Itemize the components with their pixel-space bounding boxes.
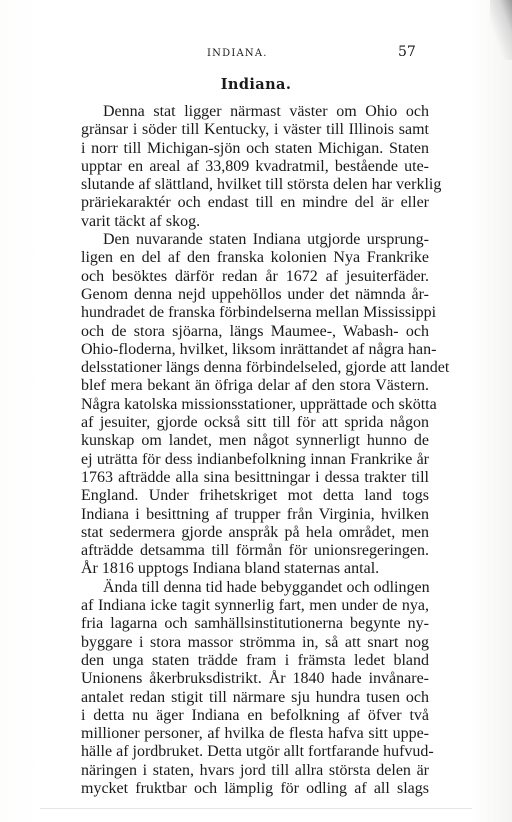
text-line: hälle af jordbruket. Detta utgör allt fortfarande hufvud- (81, 743, 434, 761)
text-line: Indiana i besittning af trupper från Virginia, hvilken (81, 505, 429, 523)
text-line: År 1816 upptogs Indiana bland staternas antal. (81, 560, 380, 578)
text-line: näringen i staten, hvars jord till allra största delen är (81, 761, 429, 779)
body-text (81, 103, 450, 798)
page-corner-shadow (490, 0, 512, 60)
text-line: af jesuiter, gjorde också sitt till för att sprida någon (81, 414, 429, 432)
text-line: millioner personer, af hvilka de flesta hafva sitt uppe- (81, 725, 429, 743)
text-line: Några katolska missionsstationer, upprättade och skötta (81, 395, 437, 413)
text-line: upptar en areal af 33,809 kvadratmil, bestående ute- (81, 157, 429, 175)
text-line: i norr till Michigan-sjön och staten Michigan. Staten (81, 139, 429, 157)
text-line: byggare i stora massor strömma in, så att snart nog (81, 633, 429, 651)
text-line: England. Under frihetskriget mot detta land togs (81, 487, 429, 505)
text-line: präriekaraktér och endast till en mindre del är eller (81, 194, 429, 212)
text-line: ligen en del af den franska kolonien Nya Frankrike (81, 249, 429, 267)
text-line: Denna stat ligger närmast väster om Ohio och (103, 103, 429, 120)
text-line: delsstationer längs denna förbindelseled, gjorde att landet (81, 359, 450, 377)
text-line: den unga staten trädde fram i främsta ledet bland (81, 651, 429, 669)
text-line: af Indiana icke tagit synnerlig fart, men under de nya, (81, 597, 429, 615)
text-line: gränsar i söder till Kentucky, i väster till Illinois samt (81, 121, 429, 139)
page-number: 57 (398, 44, 416, 60)
text-line: mycket fruktbar och lämplig för odling af all slags (81, 779, 429, 797)
text-line: stat sedermera gjorde anspråk på hela området, men (81, 523, 429, 541)
text-line: Den nuvarande staten Indiana utgjorde ursprung- (103, 231, 429, 249)
text-line: Genom denna nejd uppehöllos under det nämnda år- (81, 285, 429, 303)
text-line: i detta nu äger Indiana en befolkning af öfver två (81, 706, 429, 724)
page-bottom-edge (40, 808, 472, 809)
text-line: Ända till denna tid hade bebyggandet och odlingen (103, 578, 430, 596)
text-line: antalet redan stigit till närmare sju hundra tusen och (81, 688, 429, 706)
running-head: INDIANA. (207, 48, 268, 59)
chapter-title: Indiana. (220, 76, 292, 93)
text-line: Ohio-floderna, hvilket, liksom inrättandet af några han- (81, 340, 437, 358)
text-line: slutande af slättland, hvilket till största delen har verklig (81, 176, 442, 194)
text-line: 1763 afträdde alla sina besittningar i dessa trakter till (81, 468, 429, 486)
text-line: och besöktes därför redan år 1672 af jesuiterfäder. (81, 267, 429, 285)
text-line: afträdde detsamma till förmån för unionsregeringen. (81, 542, 429, 560)
text-line: och de stora sjöarna, längs Maumee-, Wabash- och (81, 322, 429, 340)
text-line: blef mera bekant än öfriga delar af den stora Västern. (81, 377, 429, 395)
text-line: Unionens åkerbruksdistrikt. År 1840 hade invånare- (81, 670, 429, 688)
text-line: fria lagarna och samhällsinstitutionerna begynte ny- (81, 615, 429, 633)
text-line: varit täckt af skog. (81, 212, 201, 230)
text-line: ej uträtta för dess indianbefolkning innan Frankrike år (81, 450, 429, 468)
text-line: kunskap om landet, men något synnerligt hunno de (81, 432, 429, 450)
text-line: hundradet de franska förbindelserna mellan Mississippi (81, 304, 437, 322)
